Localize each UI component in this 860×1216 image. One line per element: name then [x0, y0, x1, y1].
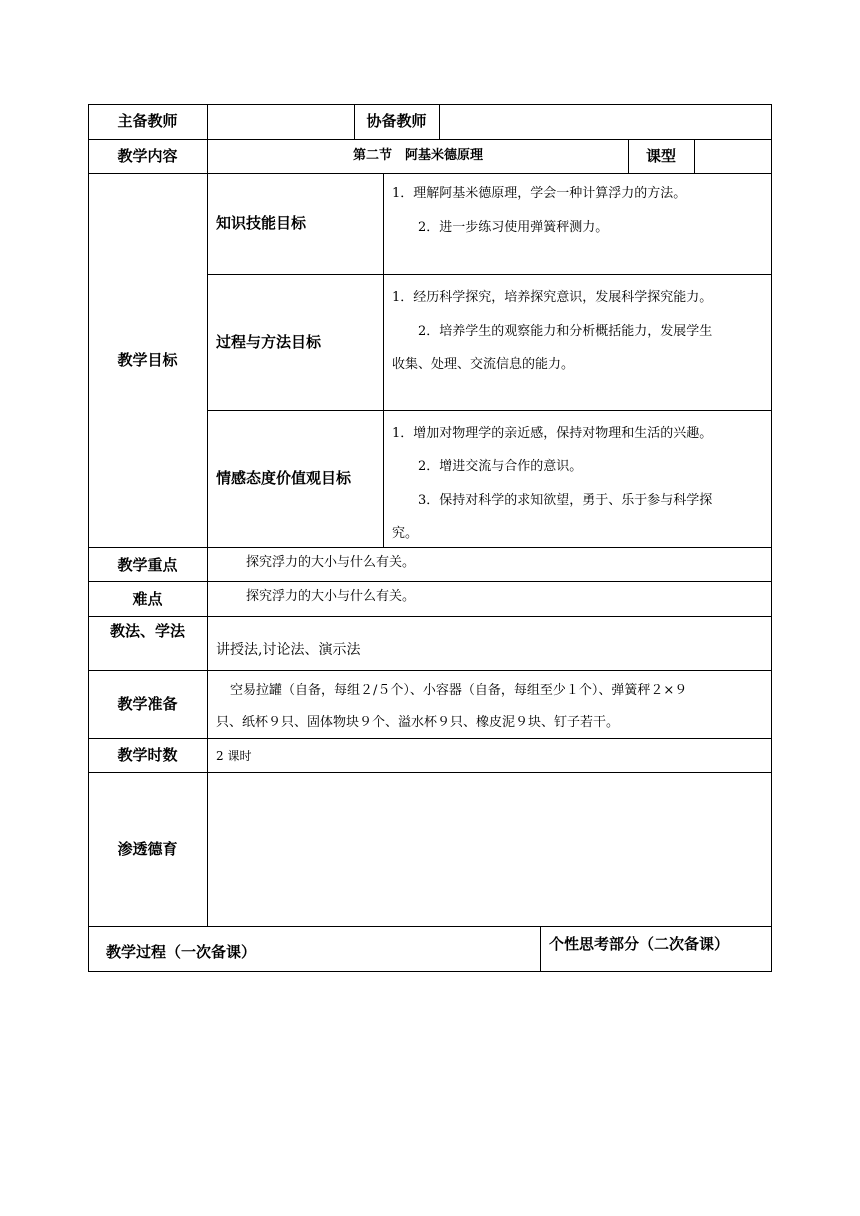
difficulty-label: 难点 — [132, 590, 163, 608]
preparation-label: 教学准备 — [117, 695, 178, 713]
key-point-value: 探究浮力的大小与什么有关。 — [246, 555, 416, 570]
key-point-label: 教学重点 — [117, 556, 178, 574]
emotion-line-1: 1．增加对物理学的亲近感，保持对物理和生活的兴趣。 — [392, 426, 713, 441]
co-teacher-value[interactable] — [440, 104, 771, 139]
reflection-label: 个性思考部分（二次备课） — [549, 935, 730, 953]
content-value: 第二节 阿基米德原理 — [352, 148, 483, 163]
emotion-line-3: 3．保持对科学的求知欲望，勇于、乐于参与科学探 — [418, 493, 713, 508]
methods-value: 讲授法,讨论法、演示法 — [216, 642, 361, 658]
emotion-goal-label: 情感态度价值观目标 — [216, 469, 352, 487]
emotion-line-4: 究。 — [392, 526, 419, 541]
knowledge-line-2: 2．进一步练习使用弹簧秤测力。 — [418, 220, 609, 235]
teaching-process-label: 教学过程（一次备课） — [106, 943, 257, 961]
co-teacher-label: 协备教师 — [366, 112, 427, 130]
content-label: 教学内容 — [117, 147, 178, 165]
knowledge-goal-label: 知识技能目标 — [216, 214, 307, 232]
emotion-line-2: 2．增进交流与合作的意识。 — [418, 459, 583, 474]
goals-label: 教学目标 — [117, 351, 178, 369]
process-line-3: 收集、处理、交流信息的能力。 — [392, 357, 575, 372]
methods-label: 教法、学法 — [109, 622, 185, 640]
process-line-1: 1．经历科学探究，培养探究意识，发展科学探究能力。 — [392, 290, 713, 305]
difficulty-value: 探究浮力的大小与什么有关。 — [246, 589, 416, 604]
lead-teacher-value[interactable] — [208, 104, 354, 139]
hours-label: 教学时数 — [117, 746, 178, 764]
preparation-line-2: 只、纸杯９只、固体物块９个、溢水杯９只、橡皮泥９块、钉子若干。 — [216, 715, 620, 730]
preparation-line-1: 空易拉罐（自备，每组２/５个）、小容器（自备，每组至少１个）、弹簧秤２×９ — [230, 683, 688, 698]
moral-label: 渗透德育 — [117, 840, 178, 858]
moral-value[interactable] — [208, 773, 771, 926]
lead-teacher-label: 主备教师 — [117, 112, 178, 130]
hours-value: 2 课时 — [216, 749, 252, 763]
lesson-type-label: 课型 — [645, 147, 676, 165]
lesson-type-value[interactable] — [695, 139, 771, 173]
knowledge-line-1: 1．理解阿基米德原理，学会一种计算浮力的方法。 — [392, 186, 687, 201]
process-line-2: 2．培养学生的观察能力和分析概括能力，发展学生 — [418, 324, 713, 339]
process-goal-label: 过程与方法目标 — [216, 333, 322, 351]
